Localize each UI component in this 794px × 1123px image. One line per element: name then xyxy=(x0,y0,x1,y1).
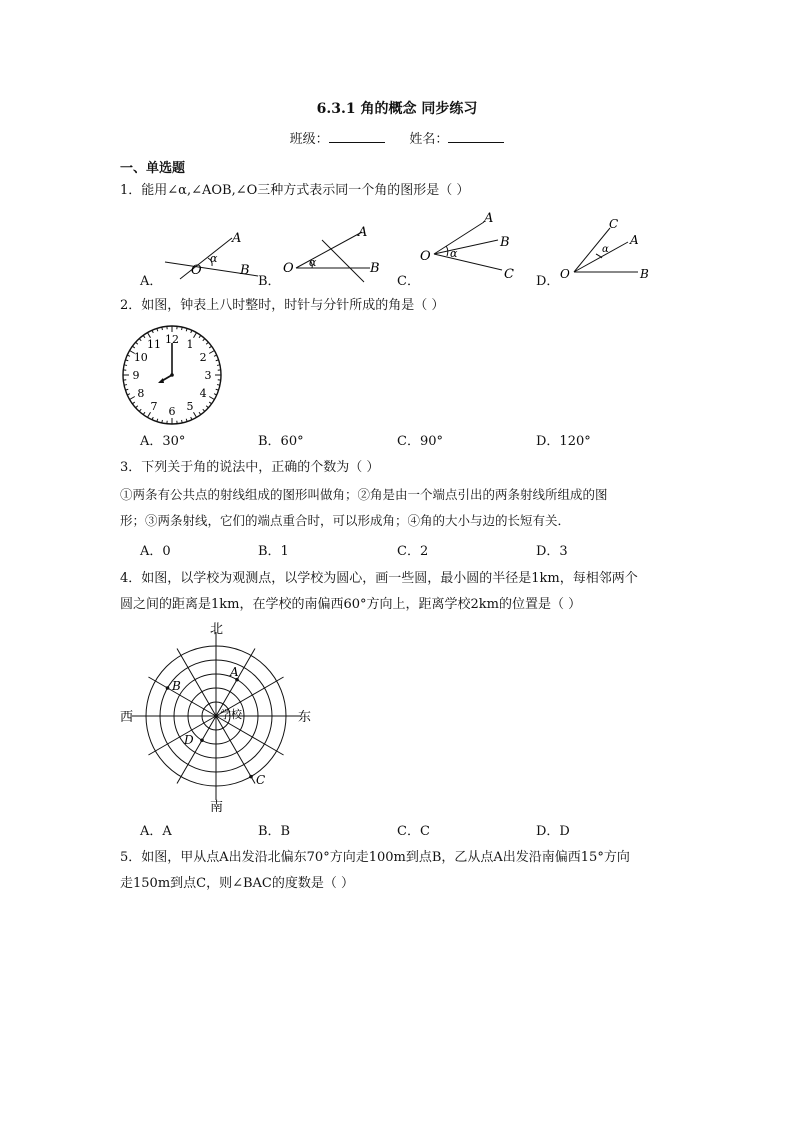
clock-tick xyxy=(143,412,145,414)
clock-tick xyxy=(191,417,192,420)
clock-tick xyxy=(132,346,134,348)
q1b-label-alpha: α xyxy=(309,256,317,269)
clock-number: 1 xyxy=(186,337,194,351)
clock-tick xyxy=(139,339,141,341)
q1-figure-c xyxy=(416,206,526,280)
clock-tick xyxy=(127,355,130,356)
q1c-label-o: O xyxy=(420,249,431,264)
compass-ray xyxy=(148,677,216,716)
q1-option-c-label: C． xyxy=(397,274,420,289)
q1d-label-alpha: α xyxy=(602,244,609,255)
clock-tick xyxy=(132,402,134,404)
clock-tick xyxy=(206,342,208,344)
compass-ray xyxy=(216,716,284,755)
compass-north: 北 xyxy=(210,622,224,637)
clock-number: 6 xyxy=(168,405,176,418)
q3-option-b[interactable]: B．1 xyxy=(258,544,289,559)
question-2-stem: 2．如图，钟表上八时整时，时针与分针所成的角是（ ） xyxy=(120,298,445,313)
clock-tick xyxy=(209,346,211,348)
clock-tick xyxy=(194,333,197,338)
compass-south: 南 xyxy=(210,800,224,814)
clock-tick xyxy=(136,342,138,344)
q4-option-a[interactable]: A．A xyxy=(140,824,172,839)
clock-figure xyxy=(120,323,224,427)
q1b-label-o: O xyxy=(283,261,294,276)
clock-tick xyxy=(217,365,220,366)
compass-ray xyxy=(216,716,255,784)
q2-option-b[interactable]: B．60° xyxy=(258,434,304,449)
class-blank[interactable] xyxy=(329,130,385,143)
q1-option-a-label: A． xyxy=(140,274,163,289)
q1c-label-a: A xyxy=(484,211,494,226)
page-title: 6.3.1 角的概念 同步练习 xyxy=(316,101,478,117)
class-label: 班级： xyxy=(289,132,329,147)
q1d-label-c: C xyxy=(609,217,619,231)
q1-figure-a xyxy=(160,224,260,284)
q1-option-d-label: D． xyxy=(536,274,560,289)
clock-tick xyxy=(203,339,205,341)
q3-option-c[interactable]: C．2 xyxy=(397,544,429,559)
compass-east: 东 xyxy=(298,710,312,725)
clock-tick xyxy=(214,394,217,395)
point-d-label: D xyxy=(184,733,194,747)
question-5-line-1: 5．如图，甲从点A出发沿北偏东70°方向走100m到点B，乙从点A出发沿南偏西15°方向 xyxy=(120,850,630,865)
clock-tick xyxy=(209,397,214,400)
clock-number: 7 xyxy=(150,400,158,414)
student-info-line xyxy=(0,128,794,147)
clock-tick xyxy=(206,406,208,408)
compass-ray xyxy=(177,648,216,716)
compass-point xyxy=(249,775,253,779)
clock-number: 11 xyxy=(147,337,161,351)
clock-tick xyxy=(191,330,192,333)
clock-tick xyxy=(209,402,211,404)
q1a-label-b: B xyxy=(240,263,250,278)
question-4-line-2: 圆之间的距离是1km，在学校的南偏西60°方向上，距离学校2km的位置是（ ） xyxy=(120,597,582,612)
clock-number: 12 xyxy=(165,333,179,346)
point-c-label: C xyxy=(256,773,266,787)
clock-tick xyxy=(209,351,214,354)
question-5-line-2: 走150m到点C，则∠BAC的度数是（ ） xyxy=(120,876,355,891)
question-3-stem: 3．下列关于角的说法中，正确的个数为（ ） xyxy=(120,460,380,475)
compass-ray xyxy=(177,716,216,784)
question-3-line-2: 形；③两条射线，它们的端点重合时，可以形成角；④角的大小与边的长短有关． xyxy=(120,513,571,528)
q1a-label-o: O xyxy=(191,263,202,278)
point-a-label: A xyxy=(230,665,239,679)
question-4-line-1: 4．如图，以学校为观测点，以学校为圆心，画一些圆，最小圆的半径是1km，每相邻两个 xyxy=(120,571,638,586)
compass-point xyxy=(166,686,170,690)
q1a-label-a: A xyxy=(232,231,242,246)
clock-number: 2 xyxy=(199,351,207,364)
question-3-line-1: ①两条有公共点的射线组成的图形叫做角；②角是由一个端点引出的两条射线所组成的图 xyxy=(120,487,608,502)
clock-number: 9 xyxy=(132,369,140,382)
clock-tick xyxy=(162,327,163,330)
name-label: 姓名： xyxy=(409,132,449,147)
q1d-label-b: B xyxy=(640,267,649,280)
q4-option-d[interactable]: D．D xyxy=(536,824,570,839)
q1a-label-alpha: α xyxy=(210,252,218,265)
compass-ray xyxy=(216,648,255,716)
q2-option-d[interactable]: D．120° xyxy=(536,434,591,449)
clock-number: 4 xyxy=(199,387,207,400)
q1b-label-b: B xyxy=(370,261,380,276)
compass-point xyxy=(200,738,204,742)
clock-tick xyxy=(203,409,205,411)
clock-tick xyxy=(182,420,183,423)
clock-number: 10 xyxy=(133,351,148,364)
clock-tick xyxy=(130,397,135,400)
q4-option-b[interactable]: B．B xyxy=(258,824,291,839)
clock-tick xyxy=(162,420,163,423)
q2-option-c[interactable]: C．90° xyxy=(397,434,443,449)
clock-tick xyxy=(127,394,130,395)
clock-tick xyxy=(199,412,201,414)
clock-number: 3 xyxy=(204,369,212,382)
clock-tick xyxy=(182,327,183,330)
q3-option-a[interactable]: A．0 xyxy=(140,544,171,559)
clock-tick xyxy=(199,335,201,337)
name-blank[interactable] xyxy=(448,130,504,143)
q3-option-d[interactable]: D．3 xyxy=(536,544,568,559)
clock-tick xyxy=(136,406,138,408)
q1c-label-alpha: α xyxy=(450,247,458,260)
q1c-label-c: C xyxy=(504,267,514,280)
clock-tick xyxy=(139,409,141,411)
q1c-label-b: B xyxy=(500,235,510,250)
clock-number: 8 xyxy=(137,387,145,400)
q1-figure-b xyxy=(276,224,386,284)
clock-number: 5 xyxy=(186,400,194,414)
q1b-label-a: A xyxy=(358,225,368,240)
point-b-label: B xyxy=(172,679,181,693)
clock-tick xyxy=(214,355,217,356)
clock-tick xyxy=(152,330,153,333)
compass-figure xyxy=(110,618,320,814)
q1d-label-o: O xyxy=(560,267,570,280)
q1d-label-a: A xyxy=(630,233,639,247)
q2-option-a[interactable]: A．30° xyxy=(140,434,186,449)
compass-center: 学校 xyxy=(220,708,242,721)
q1-option-b-label: B． xyxy=(258,274,281,289)
clock-tick xyxy=(143,335,145,337)
clock-tick xyxy=(194,412,197,417)
section-heading: 一、单选题 xyxy=(120,161,186,176)
clock-tick xyxy=(152,417,153,420)
q1-figure-d xyxy=(556,214,666,280)
question-1-stem: 1．能用∠α,∠AOB,∠O三种方式表示同一个角的图形是（ ） xyxy=(120,183,470,198)
clock-tick xyxy=(124,385,127,386)
compass-ray xyxy=(148,716,216,755)
clock-tick xyxy=(217,385,220,386)
q4-option-c[interactable]: C．C xyxy=(397,824,430,839)
clock-tick xyxy=(124,365,127,366)
compass-west: 西 xyxy=(120,710,134,725)
